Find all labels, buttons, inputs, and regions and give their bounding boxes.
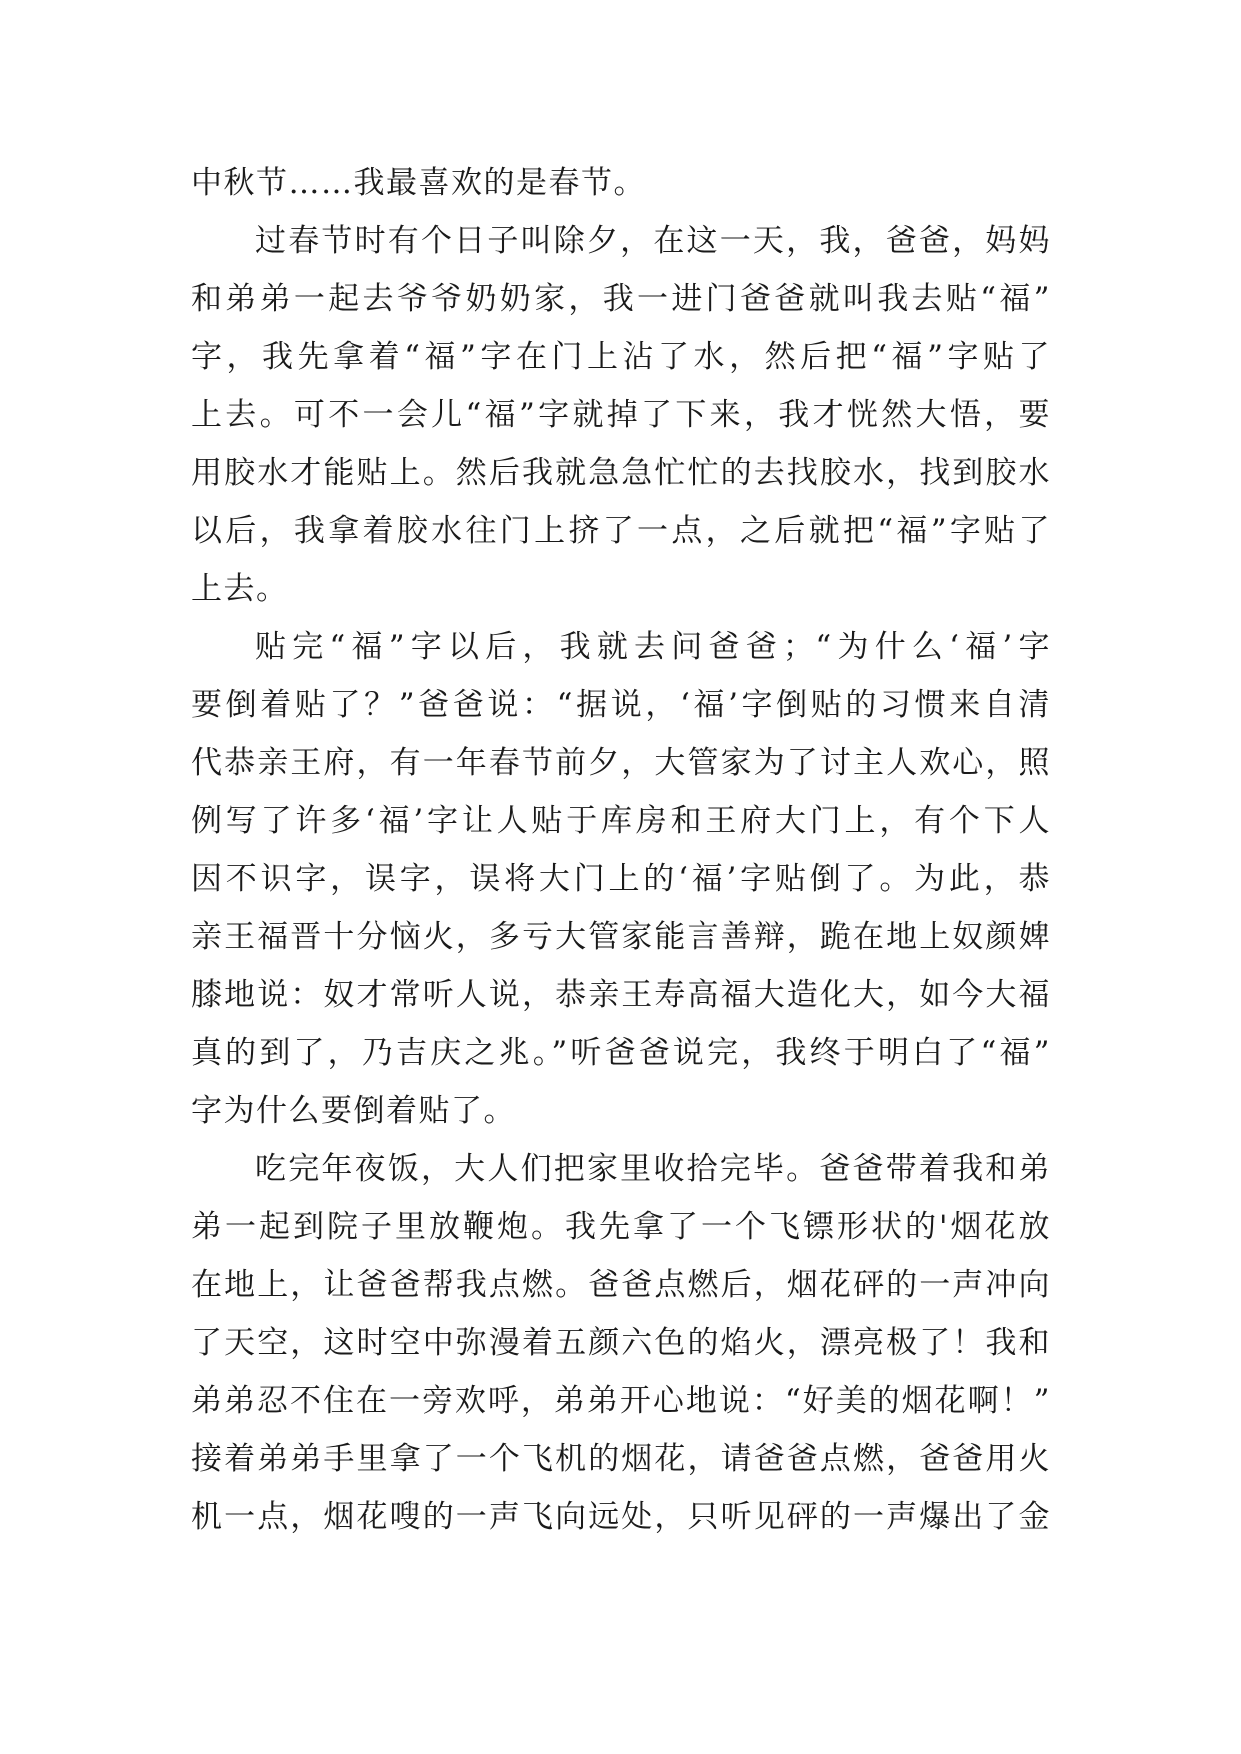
text-line: 以后，我拿着胶水往门上挤了一点，之后就把“福”字贴了 xyxy=(191,513,1051,549)
text-line: 亲王福晋十分恼火，多亏大管家能言善辩，跪在地上奴颜婢 xyxy=(191,919,1051,955)
text-line: 接着弟弟手里拿了一个飞机的烟花，请爸爸点燃，爸爸用火 xyxy=(191,1441,1051,1477)
text-line: 和弟弟一起去爷爷奶奶家，我一进门爸爸就叫我去贴“福” xyxy=(191,281,1051,317)
text-line: 字为什么要倒着贴了。 xyxy=(191,1093,516,1129)
text-line: 吃完年夜饭，大人们把家里收拾完毕。爸爸带着我和弟 xyxy=(255,1151,1051,1187)
text-line: 字，我先拿着“福”字在门上沾了水，然后把“福”字贴了 xyxy=(191,339,1051,375)
text-line: 上去。 xyxy=(191,571,289,607)
text-line: 要倒着贴了？”爸爸说：“据说，‘福’字倒贴的习惯来自清 xyxy=(191,687,1051,723)
text-line: 机一点，烟花嗖的一声飞向远处，只听见砰的一声爆出了金 xyxy=(191,1499,1051,1535)
text-line: 例写了许多‘福’字让人贴于库房和王府大门上，有个下人 xyxy=(191,803,1051,839)
text-line: 上去。可不一会儿“福”字就掉了下来，我才恍然大悟，要 xyxy=(191,397,1051,433)
text-line: 过春节时有个日子叫除夕，在这一天，我，爸爸，妈妈 xyxy=(255,223,1051,259)
text-line: 贴完“福”字以后，我就去问爸爸；“为什么‘福’字 xyxy=(255,629,1051,665)
text-line: 膝地说：奴才常听人说，恭亲王寿高福大造化大，如今大福 xyxy=(191,977,1051,1013)
text-line: 弟一起到院子里放鞭炮。我先拿了一个飞镖形状的'烟花放 xyxy=(191,1209,1051,1245)
text-line: 在地上，让爸爸帮我点燃。爸爸点燃后，烟花砰的一声冲向 xyxy=(191,1267,1051,1303)
text-line: 真的到了，乃吉庆之兆。”听爸爸说完，我终于明白了“福” xyxy=(191,1035,1051,1071)
text-line: 中秋节……我最喜欢的是春节。 xyxy=(191,165,646,201)
text-line: 因不识字，误字，误将大门上的‘福’字贴倒了。为此，恭 xyxy=(191,861,1051,897)
body-text xyxy=(191,154,1051,1546)
text-line: 用胶水才能贴上。然后我就急急忙忙的去找胶水，找到胶水 xyxy=(191,455,1051,491)
text-line: 弟弟忍不住在一旁欢呼，弟弟开心地说：“好美的烟花啊！” xyxy=(191,1383,1051,1419)
text-line: 代恭亲王府，有一年春节前夕，大管家为了讨主人欢心，照 xyxy=(191,745,1051,781)
text-line: 了天空，这时空中弥漫着五颜六色的焰火，漂亮极了！我和 xyxy=(191,1325,1051,1361)
